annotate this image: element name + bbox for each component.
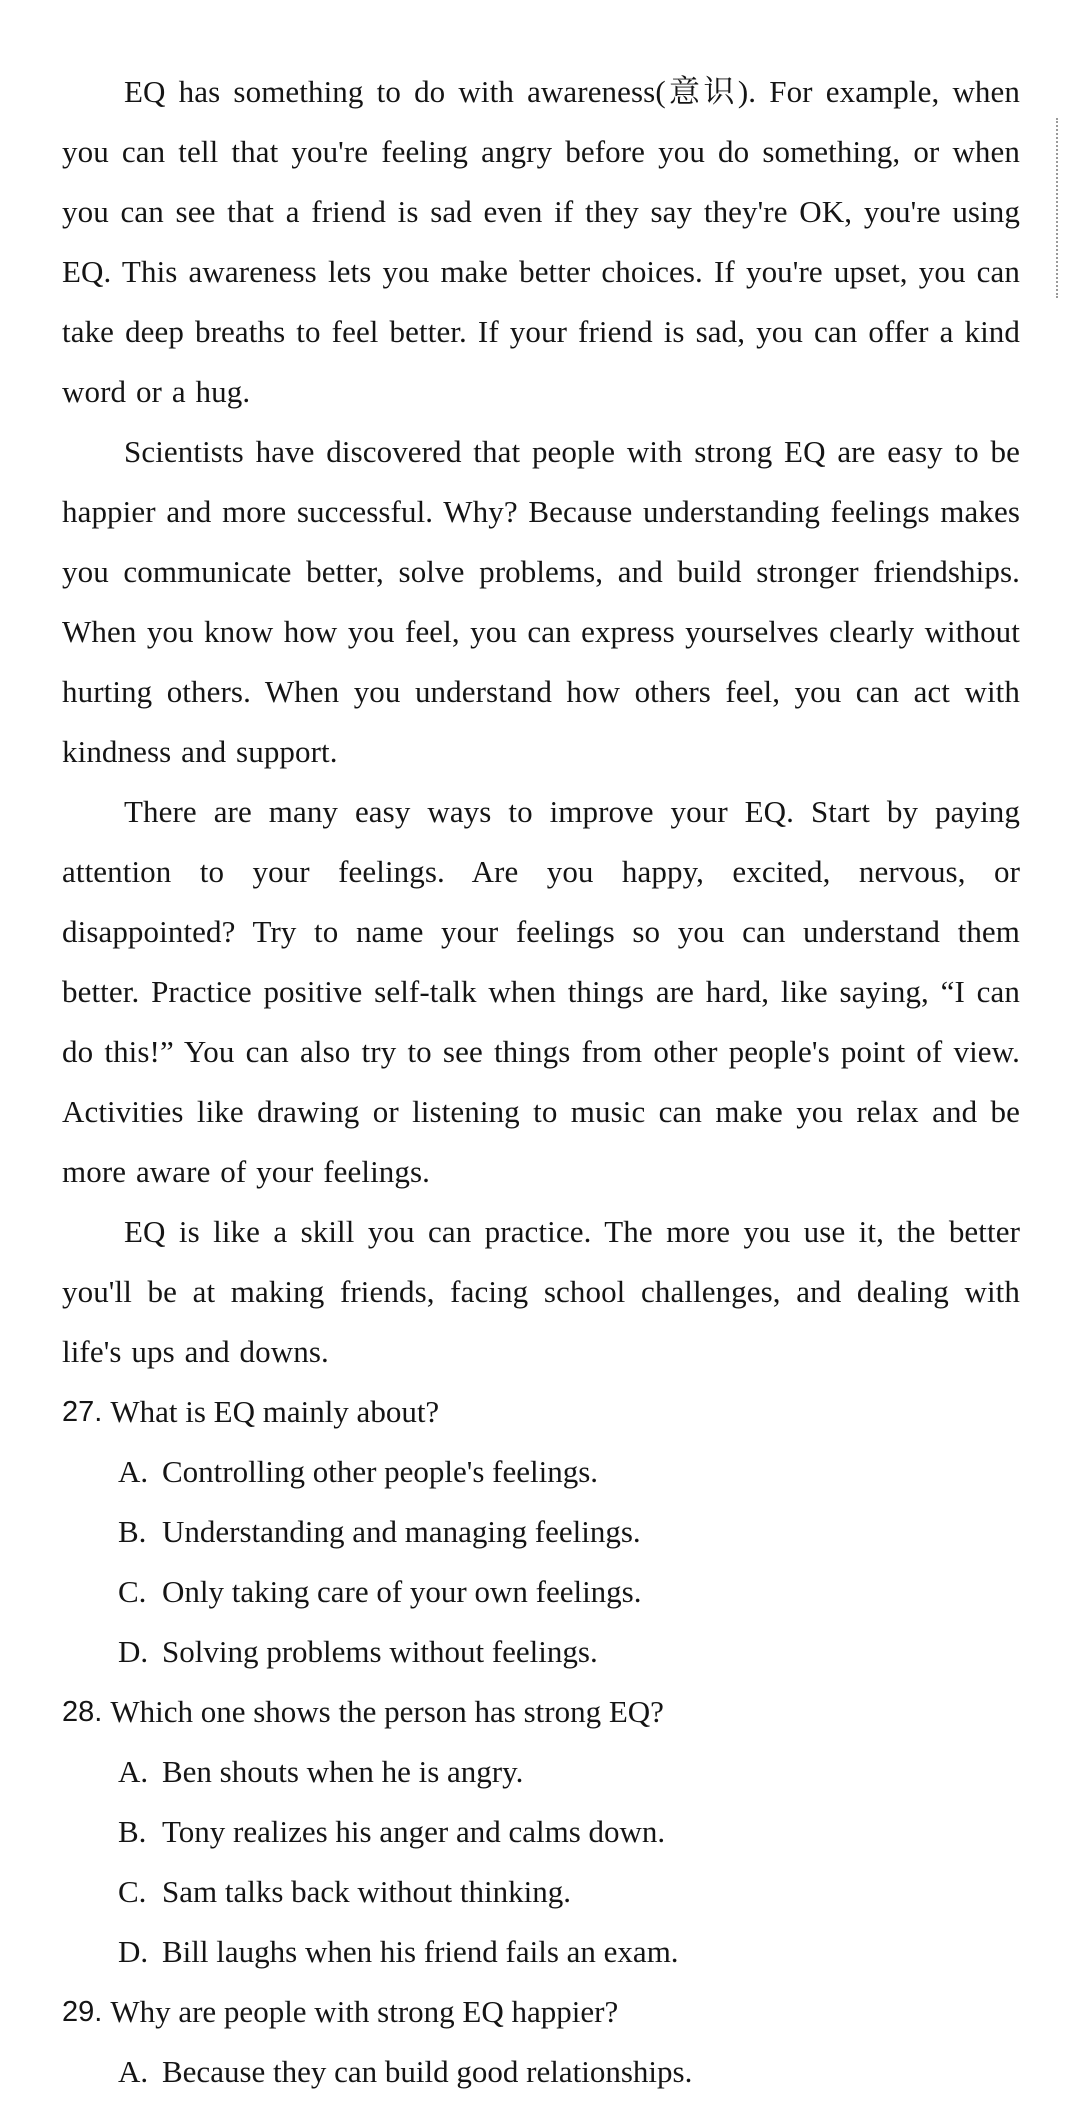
option-b[interactable] [62, 1502, 1020, 1562]
passage-paragraph-2: Scientists have discovered that people with strong EQ are easy to be happier and more successful. Why? Because understanding feelings makes you communicate better, solve problems, and build stronger friendships. When you know how you feel, you can express yourselves clearly without hurting others. When you understand how others feel, you can act with kindness and support. [62, 434, 1020, 769]
question-stem [62, 1982, 1020, 2042]
option-text: Sam talks back without thinking. [162, 1874, 571, 1909]
option-text: Only taking care of your own feelings. [162, 1574, 642, 1609]
option-letter: A. [118, 1454, 149, 1489]
option-c[interactable] [62, 1862, 1020, 1922]
question-text: Why are people with strong EQ happier? [110, 1994, 619, 2029]
option-b[interactable] [62, 1802, 1020, 1862]
option-text: Because they can build good relationships. [162, 2054, 693, 2089]
option-a[interactable] [62, 1442, 1020, 1502]
option-letter: D. [118, 1934, 149, 1969]
question-28 [62, 1682, 1020, 1982]
option-text: Ben shouts when he is angry. [162, 1754, 524, 1789]
option-letter: A. [118, 2054, 149, 2089]
option-text: Solving problems without feelings. [162, 1634, 598, 1669]
passage-paragraph-3: There are many easy ways to improve your EQ. Start by paying attention to your feelings. Are you happy, excited, nervous, or disappointed? Try to name your feelings so you can understand them better. Practice positive self-talk when things are hard, like saying, “I can do this!” You can also try to see things from other people's point of view. Activities like drawing or listening to music can make you relax and be more aware of your feelings. [62, 794, 1020, 1189]
question-number: 27. [62, 1396, 103, 1428]
option-c[interactable] [62, 1562, 1020, 1622]
passage-paragraph-1: EQ has something to do with awareness(意识). For example, when you can tell that you're feeling angry before you do something, or when you can see that a friend is sad even if they say they're OK, you're using EQ. This awareness lets you make better choices. If you're upset, you can take deep breaths to feel better. If your friend is sad, you can offer a kind word or a hug. [62, 74, 1020, 409]
option-letter: C. [118, 1574, 147, 1609]
option-text: Understanding and managing feelings. [162, 1514, 641, 1549]
option-text: Tony realizes his anger and calms down. [162, 1814, 666, 1849]
reading-passage [62, 62, 1020, 1382]
option-letter: C. [118, 1874, 147, 1909]
question-27 [62, 1382, 1020, 1682]
question-text: Which one shows the person has strong EQ? [110, 1694, 664, 1729]
option-d[interactable] [62, 1922, 1020, 1982]
question-stem [62, 1682, 1020, 1742]
question-text: What is EQ mainly about? [110, 1394, 440, 1429]
question-number: 29. [62, 1996, 103, 2028]
option-letter: A. [118, 1754, 149, 1789]
question-number: 28. [62, 1696, 103, 1728]
option-a[interactable] [62, 1742, 1020, 1802]
option-letter: B. [118, 1814, 147, 1849]
question-stem [62, 1382, 1020, 1442]
option-letter: D. [118, 1634, 149, 1669]
option-letter: B. [118, 1514, 147, 1549]
question-29 [62, 1982, 1020, 2102]
option-text: Bill laughs when his friend fails an exam. [162, 1934, 679, 1969]
question-list [62, 1382, 1020, 2102]
option-d[interactable] [62, 1622, 1020, 1682]
margin-dotted-line [1056, 118, 1064, 298]
option-text: Controlling other people's feelings. [162, 1454, 599, 1489]
option-a[interactable] [62, 2042, 1020, 2102]
passage-paragraph-4: EQ is like a skill you can practice. The more you use it, the better you'll be at making friends, facing school challenges, and dealing with life's ups and downs. [62, 1214, 1020, 1369]
